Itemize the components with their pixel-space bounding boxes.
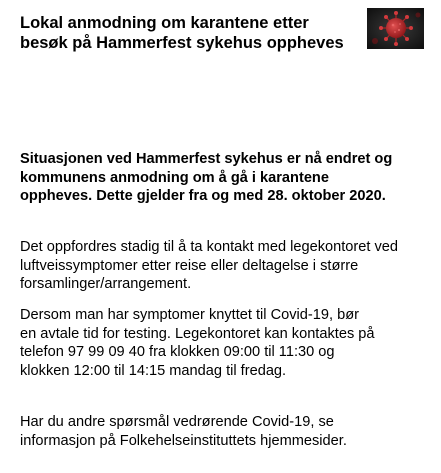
body-paragraph-more-info <box>20 413 430 450</box>
coronavirus-image <box>367 8 424 49</box>
paragraph-line: Det oppfordres stadig til å ta kontakt med legekontoret ved <box>20 239 399 255</box>
lead-line: kommunens anmodning om å gå i karantene <box>20 169 329 186</box>
paragraph-line: Dersom man har symptomer knyttet til Covid-19, bør <box>20 307 359 323</box>
coronavirus-icon <box>367 8 424 49</box>
paragraph-line: telefon 97 99 09 40 fra klokken 09:00 til 11:30 og <box>20 344 335 360</box>
paragraph-line: forsamlinger/arrangement. <box>20 276 192 292</box>
lead-line: Situasjonen ved Hammerfest sykehus er nå endret og <box>20 151 393 167</box>
lead-line: oppheves. Dette gjelder fra og med 28. oktober 2020. <box>20 188 386 204</box>
body-paragraph-contact <box>20 238 430 294</box>
paragraph-line: Har du andre spørsmål vedrørende Covid-19, se <box>20 414 334 430</box>
paragraph-line: luftveissymptomer etter reise eller deltagelse i større <box>20 257 359 274</box>
title-line: Lokal anmodning om karantene etter <box>20 14 309 32</box>
title-line: besøk på Hammerfest sykehus oppheves <box>20 34 344 52</box>
body-paragraph-testing <box>20 306 430 380</box>
paragraph-line: klokken 12:00 til 14:15 mandag til fredag. <box>20 362 287 379</box>
article-title <box>20 13 360 53</box>
paragraph-line: informasjon på Folkehelseinstituttets hjemmesider. <box>20 432 347 449</box>
lead-paragraph <box>20 150 425 206</box>
paragraph-line: en avtale tid for testing. Legekontoret kan kontaktes på <box>20 325 375 342</box>
